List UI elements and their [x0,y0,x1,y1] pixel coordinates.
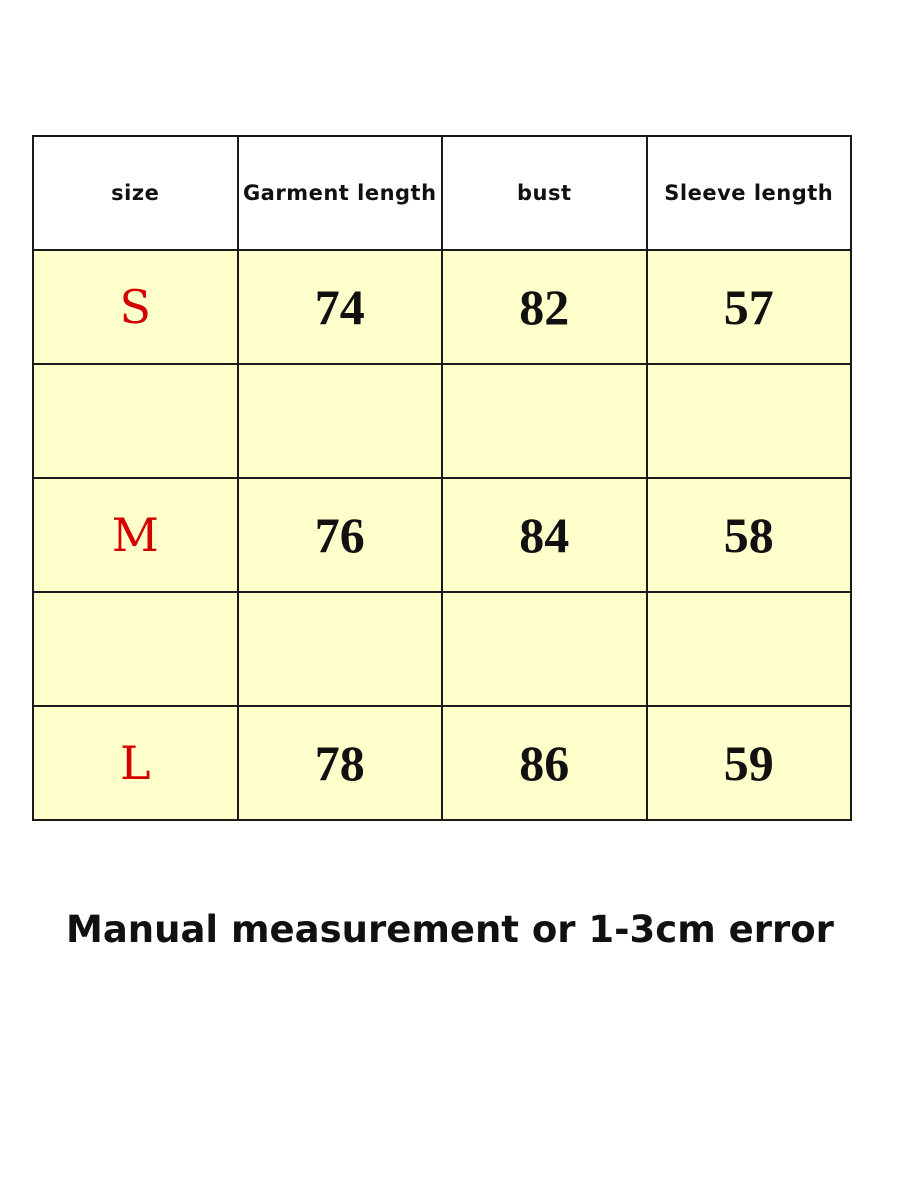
table-header-row [33,136,851,250]
garment-length-value: 74 [314,279,365,335]
size-label: L [119,736,151,790]
size-label: M [111,508,159,562]
sleeve-length-value: 59 [723,735,774,791]
sleeve-length-cell [647,592,852,706]
bust-cell [442,592,647,706]
sleeve-length-cell [647,250,852,364]
garment-length-cell [238,592,443,706]
sleeve-length-cell [647,478,852,592]
sleeve-length-cell [647,706,852,820]
table-row [33,592,851,706]
bust-value: 86 [519,735,570,791]
size-cell [33,364,238,478]
size-cell [33,706,238,820]
sleeve-length-cell [647,364,852,478]
sleeve-length-value: 58 [723,507,774,563]
size-cell [33,250,238,364]
garment-length-value: 78 [314,735,365,791]
size-label: S [119,280,151,334]
garment-length-cell [238,706,443,820]
bust-value: 84 [519,507,570,563]
size-cell [33,592,238,706]
garment-length-cell [238,250,443,364]
header-size: size [33,136,238,250]
garment-length-cell [238,478,443,592]
bust-cell [442,478,647,592]
size-cell [33,478,238,592]
header-garment-length: Garment length [238,136,443,250]
bust-cell [442,364,647,478]
measurement-note: Manual measurement or 1-3cm error [66,908,834,951]
size-chart-table [32,135,852,821]
bust-cell [442,706,647,820]
sleeve-length-value: 57 [723,279,774,335]
table-row [33,364,851,478]
table-row [33,706,851,820]
garment-length-value: 76 [314,507,365,563]
garment-length-cell [238,364,443,478]
bust-value: 82 [519,279,570,335]
header-sleeve-length: Sleeve length [647,136,852,250]
bust-cell [442,250,647,364]
table-row [33,250,851,364]
table-row [33,478,851,592]
header-bust: bust [442,136,647,250]
